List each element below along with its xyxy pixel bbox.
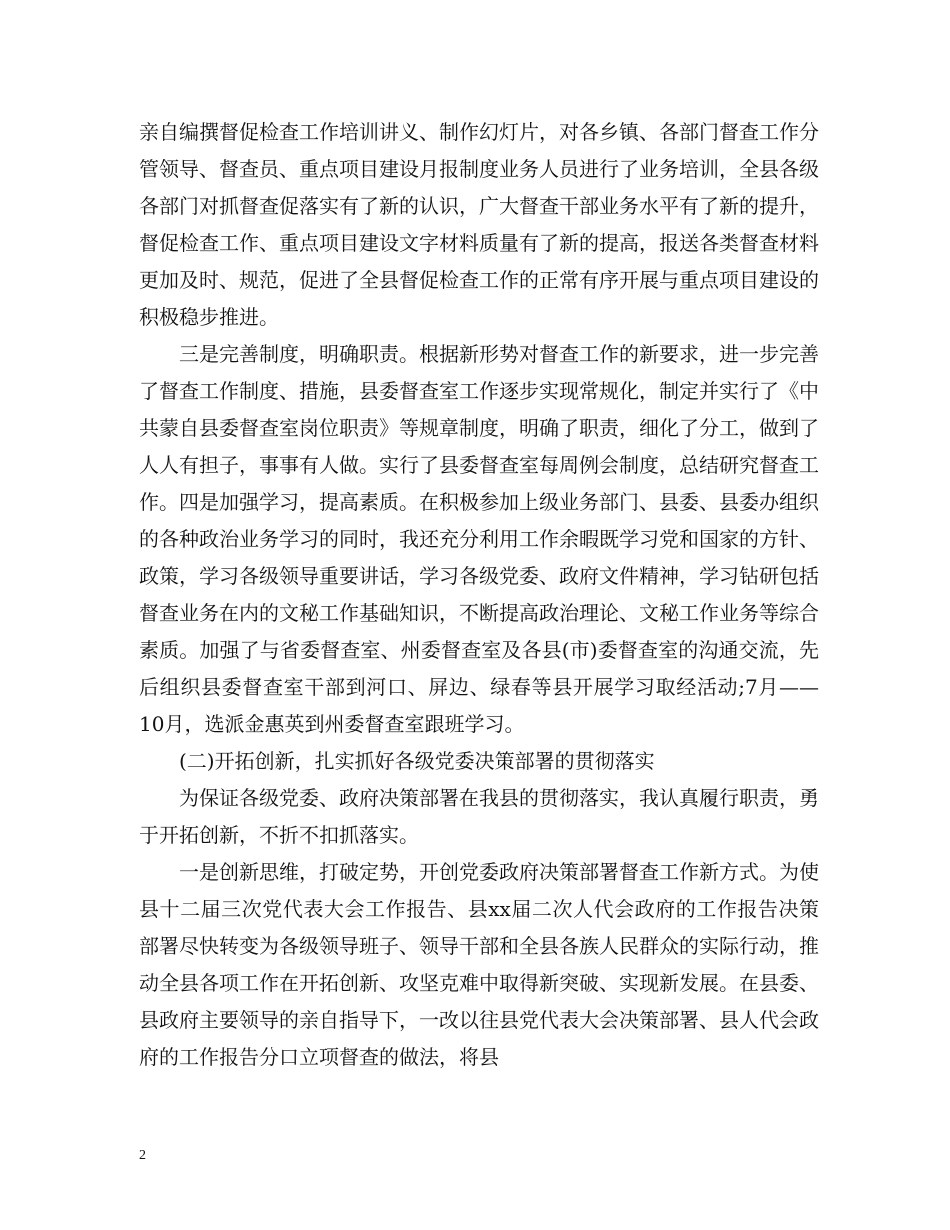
body-text	[139, 114, 819, 1076]
paragraph-3: 为保证各级党委、政府决策部署在我县的贯彻落实，我认真履行职责，勇于开拓创新，不折不扣抓落实。	[139, 786, 819, 847]
page-number: 2	[139, 1148, 146, 1163]
section-heading: (二)开拓创新，扎实抓好各级党委决策部署的贯彻落实	[179, 749, 655, 773]
paragraph-1: 亲自编撰督促检查工作培训讲义、制作幻灯片，对各乡镇、各部门督查工作分管领导、督查员、重点项目建设月报制度业务人员进行了业务培训，全县各级各部门对抓督查促落实有了新的认识，广大督查干部业务水平有了新的提升，督促检查工作、重点项目建设文字材料质量有了新的提高，报送各类督查材料更加及时、规范，促进了全县督促检查工作的正常有序开展与重点项目建设的积极稳步推进。	[139, 120, 819, 329]
paragraph-4: 一是创新思维，打破定势，开创党委政府决策部署督查工作新方式。为使县十二届三次党代表大会工作报告、县xx届二次人代会政府的工作报告决策部署尽快转变为各级领导班子、领导干部和全县各族人民群众的实际行动，推动全县各项工作在开拓创新、攻坚克难中取得新突破、实现新发展。在县委、县政府主要领导的亲自指导下，一改以往县党代表大会决策部署、县人代会政府的工作报告分口立项督查的做法，将县	[139, 860, 819, 1069]
paragraph-2: 三是完善制度，明确职责。根据新形势对督查工作的新要求，进一步完善了督查工作制度、措施，县委督查室工作逐步实现常规化，制定并实行了《中共蒙自县委督查室岗位职责》等规章制度，明确了职责，细化了分工，做到了人人有担子，事事有人做。实行了县委督查室每周例会制度，总结研究督查工作。四是加强学习，提高素质。在积极参加上级业务部门、县委、县委办组织的各种政治业务学习的同时，我还充分利用工作余暇既学习党和国家的方针、政策，学习各级领导重要讲话，学习各级党委、政府文件精神，学习钻研包括督查业务在内的文秘工作基础知识，不断提高政治理论、文秘工作业务等综合素质。加强了与省委督查室、州委督查室及各县(市)委督查室的沟通交流，先后组织县委督查室干部到河口、屏边、绿春等县开展学习取经活动;7月——10月，选派金惠英到州委督查室跟班学习。	[139, 342, 819, 736]
